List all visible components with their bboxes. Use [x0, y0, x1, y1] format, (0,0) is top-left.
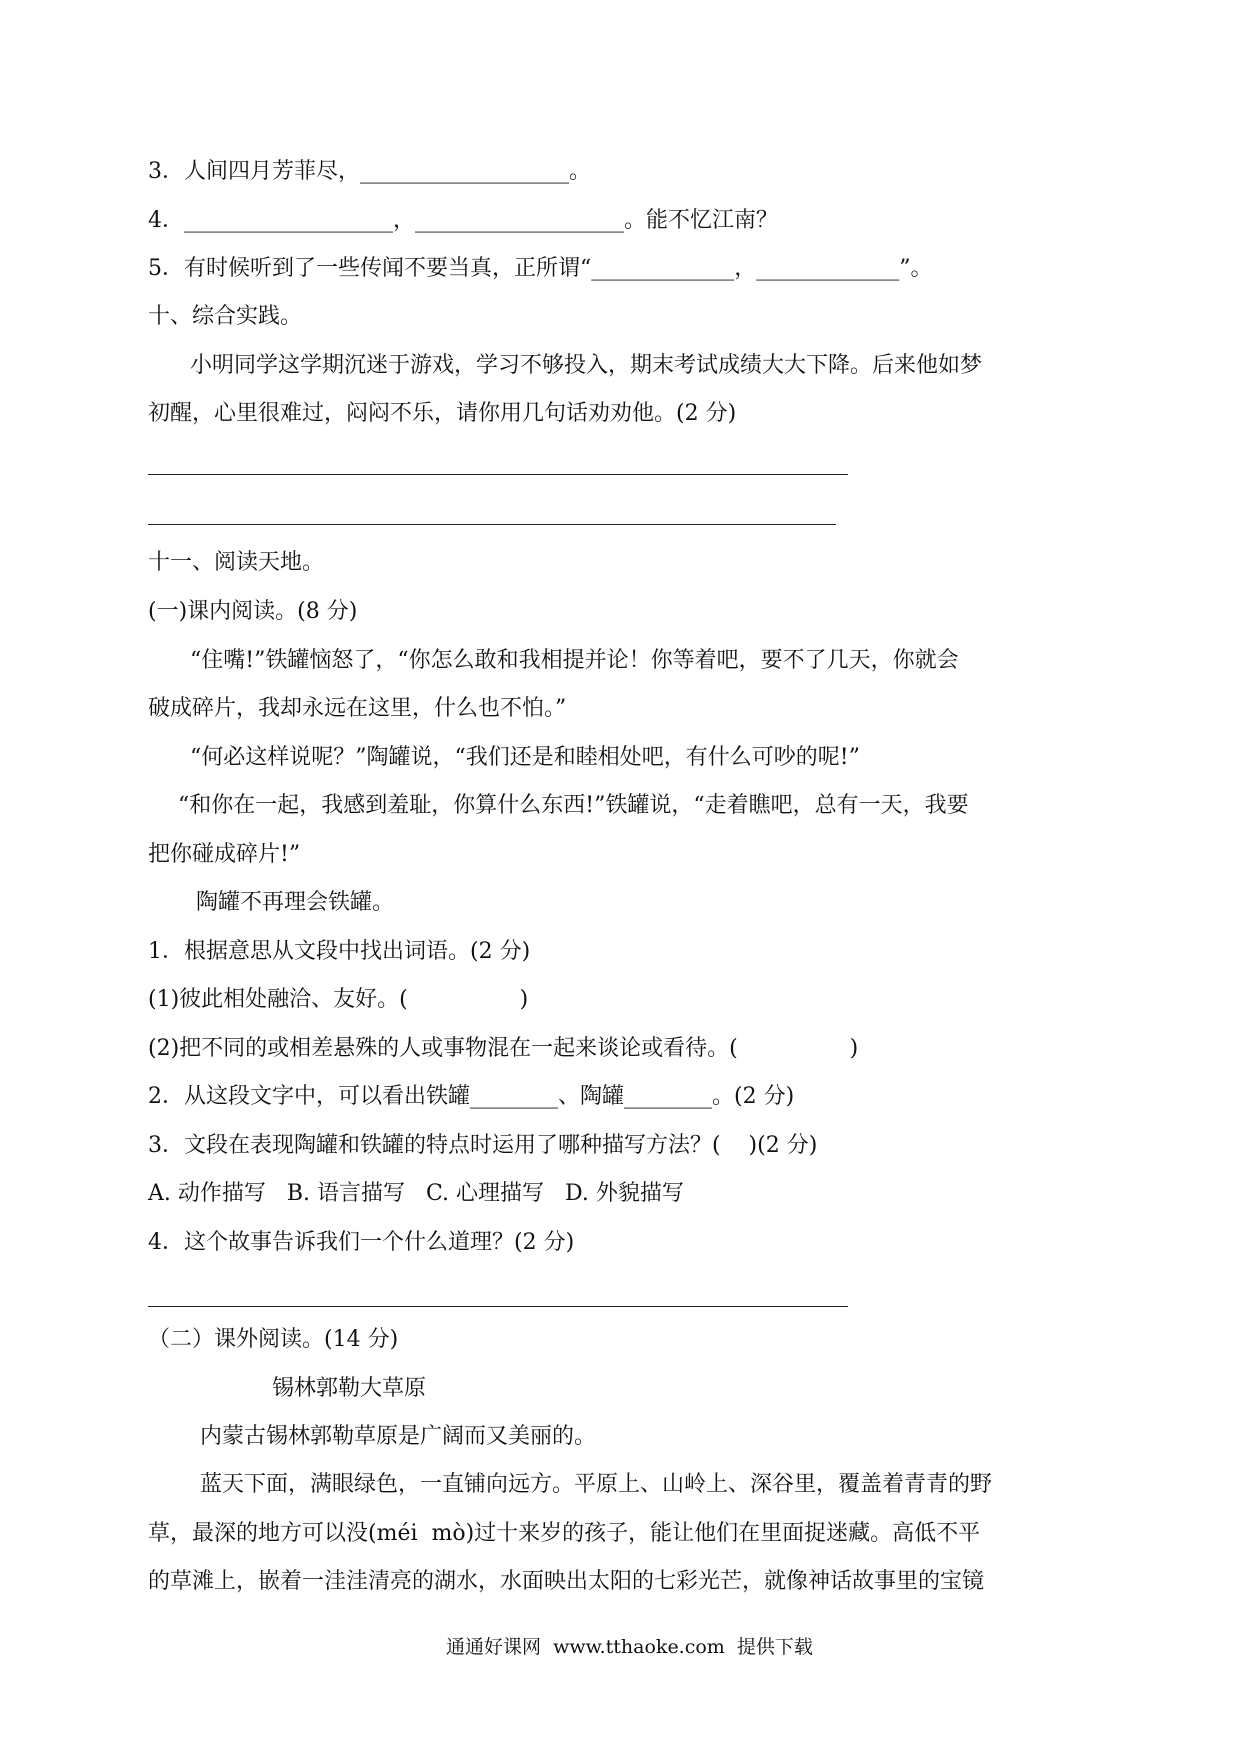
section-10-heading: 十、综合实践。: [148, 304, 303, 329]
question-1: 1．根据意思从文段中找出词语。(2 分): [148, 939, 531, 964]
passage-paragraph: 破成碎片，我却永远在这里，什么也不怕。”: [148, 696, 567, 721]
answer-line: [148, 474, 848, 475]
passage-paragraph: 把你碰成碎片!”: [148, 842, 301, 867]
poem-line-4: 4．___________________，___________________。能不忆江南？: [148, 208, 778, 233]
article-paragraph: 内蒙古锡林郭勒草原是广阔而又美丽的。: [200, 1424, 597, 1449]
passage-paragraph: 陶罐不再理会铁罐。: [196, 890, 395, 915]
question-2: 2．从这段文字中，可以看出铁罐________、陶罐________。(2 分): [148, 1084, 795, 1109]
passage-paragraph: “何必这样说呢？”陶罐说，“我们还是和睦相处吧，有什么可吵的呢!”: [190, 745, 860, 770]
question-4: 4．这个故事告诉我们一个什么道理？(2 分): [148, 1230, 575, 1255]
article-paragraph: 的草滩上，嵌着一洼洼清亮的湖水，水面映出太阳的七彩光芒，就像神话故事里的宝镜: [148, 1569, 985, 1594]
section-10-prompt-line-1: 小明同学这学期沉迷于游戏，学习不够投入，期末考试成绩大大下降。后来他如梦: [190, 353, 983, 378]
answer-line: [148, 1306, 848, 1307]
question-3: 3．文段在表现陶罐和铁罐的特点时运用了哪种描写方法？( )(2 分): [148, 1133, 818, 1158]
question-1-b: (2)把不同的或相差悬殊的人或事物混在一起来谈论或看待。( ): [148, 1036, 859, 1061]
poem-line-3: 3．人间四月芳菲尽，___________________。: [148, 159, 591, 184]
article-title: 锡林郭勒大草原: [272, 1376, 427, 1401]
article-paragraph: 草，最深的地方可以没(méi mò)过十来岁的孩子，能让他们在里面捉迷藏。高低不平: [148, 1521, 981, 1546]
article-paragraph: 蓝天下面，满眼绿色，一直铺向远方。平原上、山岭上、深谷里，覆盖着青青的野: [200, 1472, 993, 1497]
section-11-heading: 十一、阅读天地。: [148, 550, 325, 575]
answer-line: [148, 524, 836, 525]
part-2-heading: （二）课外阅读。(14 分): [148, 1327, 399, 1352]
page-footer: 通通好课网 www.tthaoke.com 提供下载: [446, 1636, 813, 1658]
section-10-prompt-line-2: 初醒，心里很难过，闷闷不乐，请你用几句话劝劝他。(2 分): [148, 401, 737, 426]
question-3-options: A. 动作描写 B. 语言描写 C. 心理描写 D. 外貌描写: [148, 1181, 684, 1206]
passage-paragraph: “和你在一起，我感到羞耻，你算什么东西!”铁罐说，“走着瞧吧，总有一天，我要: [178, 793, 969, 818]
poem-line-5: 5．有时候听到了一些传闻不要当真，正所谓“_____________，_____________”。: [148, 256, 933, 281]
passage-paragraph: “住嘴!”铁罐恼怒了，“你怎么敢和我相提并论！你等着吧，要不了几天，你就会: [190, 648, 959, 673]
question-1-a: (1)彼此相处融洽、友好。( ): [148, 987, 529, 1012]
part-1-heading: (一)课内阅读。(8 分): [148, 599, 358, 624]
